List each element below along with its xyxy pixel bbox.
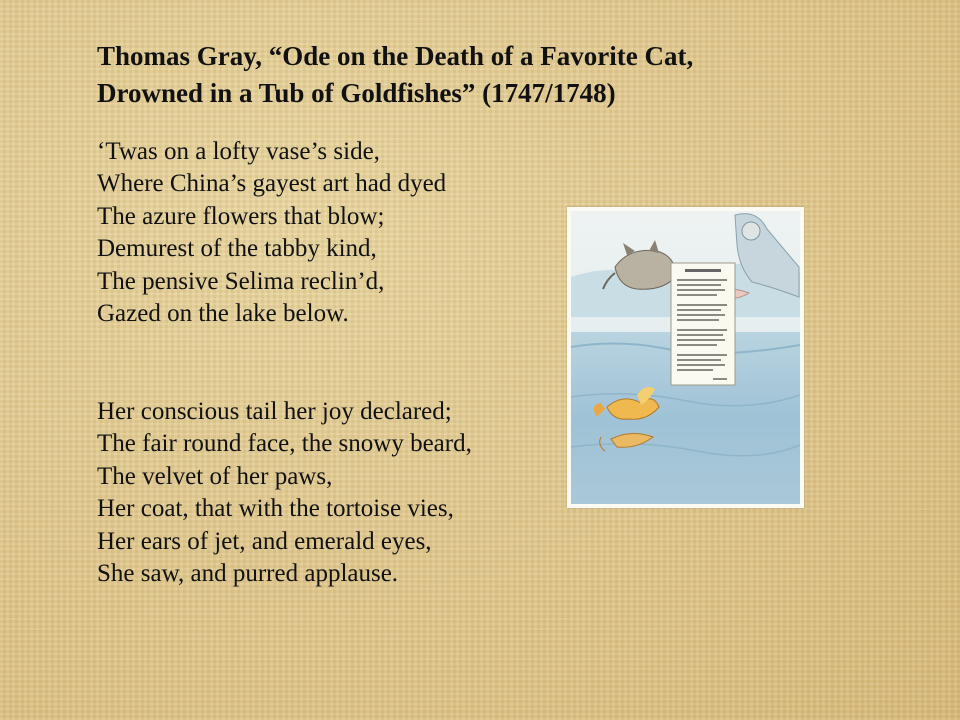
stanza-1 bbox=[97, 136, 446, 330]
poem-line: Demurest of the tabby kind, bbox=[97, 235, 377, 263]
illustration-image bbox=[567, 207, 804, 508]
poem-line: The pensive Selima reclin’d, bbox=[97, 267, 385, 295]
poem-line: Her coat, that with the tortoise vies, bbox=[97, 495, 454, 523]
title-line-1: Thomas Gray, “Ode on the Death of a Favorite Cat, bbox=[97, 41, 694, 71]
poem-line: The fair round face, the snowy beard, bbox=[97, 430, 472, 458]
title-line-2: Drowned in a Tub of Goldfishes” (1747/1748) bbox=[97, 78, 616, 108]
poem-line: The velvet of her paws, bbox=[97, 462, 333, 490]
cat-and-goldfish-watercolor-icon bbox=[567, 207, 804, 508]
poem-line: Her conscious tail her joy declared; bbox=[97, 398, 452, 425]
poem-line: The azure flowers that blow; bbox=[97, 202, 385, 230]
poem-line: Gazed on the lake below. bbox=[97, 300, 349, 328]
poem-line: Her ears of jet, and emerald eyes, bbox=[97, 527, 432, 555]
poem-line: She saw, and purred applause. bbox=[97, 560, 399, 588]
slide-title bbox=[97, 38, 917, 112]
poem-line: Where China’s gayest art had dyed bbox=[97, 170, 447, 198]
stanza-2 bbox=[97, 396, 472, 590]
poem-line: ‘Twas on a lofty vase’s side, bbox=[97, 138, 380, 165]
